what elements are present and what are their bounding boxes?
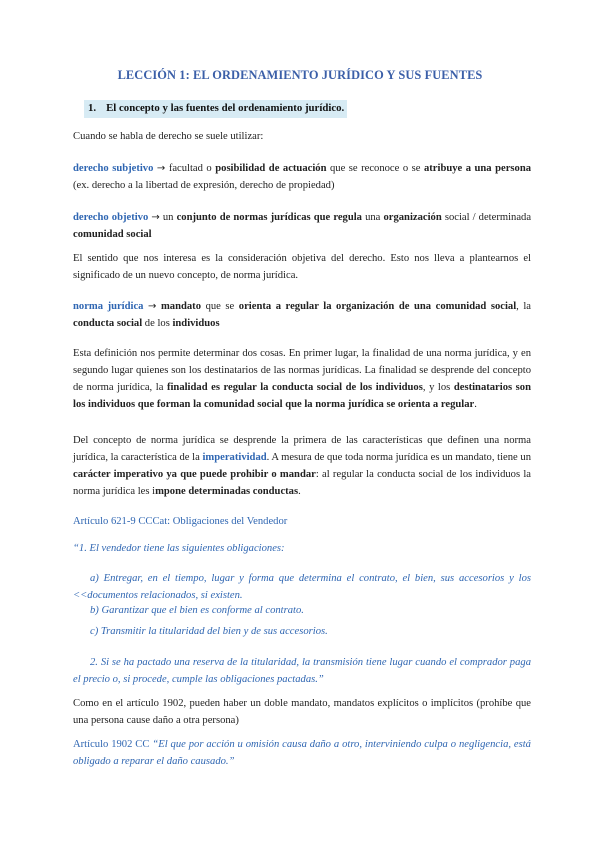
page-title: LECCIÓN 1: EL ORDENAMIENTO JURÍDICO Y SUS FUENTES	[117, 68, 483, 82]
derecho-subjetivo-paragraph: derecho subjetivo → facultad o posibilidad de actuación que se reconoce o se atribuye a una persona (ex. derecho a la libertad de expresión, derecho de propiedad)	[73, 163, 532, 191]
articulo-621-item-2: 2. Si se ha pactado una reserva de la titularidad, la transmisión tiene lugar cuando el comprador paga el precio o, si procede, cumple las obligaciones pactadas.”	[73, 657, 531, 685]
articulo-621-item-b: b) Garantizar que el bien es conforme al contrato.	[90, 605, 304, 616]
articulo-621-heading: Artículo 621-9 CCCat: Obligaciones del Vendedor	[73, 516, 288, 527]
arrow-icon: →	[148, 301, 157, 312]
doble-mandato-paragraph: Como en el artículo 1902, pueden haber un doble mandato, mandatos explícitos o implícitos (prohíbe que una persona cause daño a otra persona)	[73, 698, 531, 726]
articulo-1902-paragraph: Artículo 1902 CC “El que por acción u omisión causa daño a otro, interviniendo culpa o negligencia, está obligado a reparar el daño causado.”	[73, 739, 531, 767]
section-heading-text: El concepto y las fuentes del ordenamiento jurídico.	[106, 102, 345, 114]
section-heading	[84, 100, 347, 118]
arrow-icon: →	[156, 163, 166, 174]
sentido-paragraph: El sentido que nos interesa es la consideración objetiva del derecho. Esto nos lleva a plantearnos el significado de un nuevo concepto, de norma jurídica.	[73, 253, 531, 281]
articulo-621-item-1: “1. El vendedor tiene las siguientes obligaciones:	[73, 543, 285, 554]
arrow-icon: →	[151, 212, 160, 223]
norma-juridica-term: norma jurídica	[73, 301, 144, 312]
articulo-621-item-c: c) Transmitir la titularidad del bien y de sus accesorios.	[90, 626, 328, 637]
derecho-objetivo-term: derecho objetivo	[73, 212, 149, 223]
derecho-subjetivo-term: derecho subjetivo	[73, 163, 154, 174]
articulo-621-item-a: a) Entregar, en el tiempo, lugar y forma que determina el contrato, el bien, sus accesorios y los <<documentos relacionados, si existen.	[73, 573, 531, 601]
derecho-objetivo-paragraph: derecho objetivo → un conjunto de normas jurídicas que regula una organización social / determinada comunidad social	[73, 212, 532, 240]
definicion-paragraph: Esta definición nos permite determinar dos cosas. En primer lugar, la finalidad de una norma jurídica, y en segundo lugar quienes son los destinatarios de las normas jurídicas. La finalidad se desprende del concepto de norma jurídica, la finalidad es regular la conducta social de los individuos, y los destinatarios son los individuos que forman la comunidad social que la norma jurídica se orienta a regular.	[73, 348, 531, 410]
norma-juridica-paragraph: norma jurídica → mandato que se orienta a regular la organización de una comunidad social, la conducta social de los individuos	[73, 301, 531, 329]
section-number: 1.	[88, 102, 97, 114]
intro-paragraph: Cuando se habla de derecho se suele utilizar:	[73, 131, 264, 142]
imperatividad-paragraph: Del concepto de norma jurídica se desprende la primera de las características que definen una norma jurídica, la característica de la imperatividad. A mesura de que toda norma jurídica es un mandato, tiene un carácter imperativo ya que puede prohibir o mandar: al regular la conducta social de los individuos la norma jurídica les impone determinadas conductas.	[73, 435, 531, 497]
